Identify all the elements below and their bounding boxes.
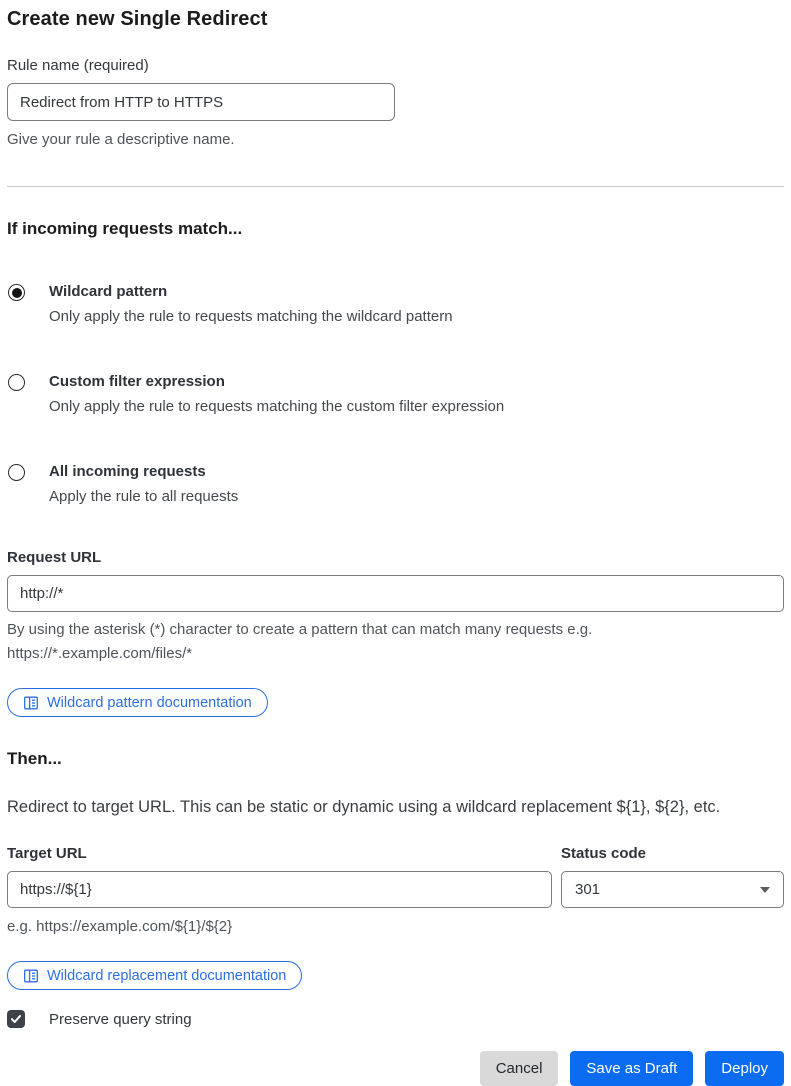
status-code-select[interactable] [561,871,784,908]
radio-icon[interactable] [8,464,25,481]
request-url-help: By using the asterisk (*) character to create a pattern that can match many requests e.g. https://*.example.com/files/* [7,621,593,662]
target-url-field-group [7,845,552,939]
match-option-description: Apply the rule to all requests [49,488,239,505]
save-as-draft-button[interactable]: Save as Draft [570,1051,693,1086]
wildcard-replacement-documentation-button[interactable] [7,961,302,990]
target-url-help: e.g. https://example.com/${1}/${2} [7,918,233,935]
status-code-label: Status code [561,845,647,862]
match-section-heading: If incoming requests match... [7,219,243,238]
doc-button-label: Wildcard pattern documentation [47,694,252,711]
request-url-field-group [7,549,784,666]
preserve-query-string-checkbox[interactable] [7,1010,784,1028]
radio-icon[interactable] [8,374,25,391]
match-options-radio-group [7,283,784,506]
deploy-button[interactable]: Deploy [705,1051,784,1086]
then-section-heading: Then... [7,749,62,768]
open-book-icon [23,695,39,711]
page-title: Create new Single Redirect [7,8,268,30]
request-url-label: Request URL [7,549,102,566]
match-option-all-incoming-requests[interactable] [7,463,784,506]
open-book-icon [23,968,39,984]
match-option-label[interactable]: All incoming requests [49,463,206,480]
cancel-button[interactable]: Cancel [480,1051,559,1086]
match-option-description: Only apply the rule to requests matching the wildcard pattern [49,308,453,325]
checkbox-icon[interactable] [7,1010,25,1028]
status-code-field-group [561,845,784,939]
rule-name-input[interactable] [7,83,395,121]
footer-actions [7,1051,784,1086]
match-option-custom-filter-expression[interactable] [7,373,784,416]
doc-button-label: Wildcard replacement documentation [47,967,287,984]
radio-icon[interactable] [8,284,25,301]
match-option-description: Only apply the rule to requests matching the custom filter expression [49,398,505,415]
preserve-query-string-label: Preserve query string [49,1010,192,1028]
match-option-label[interactable]: Custom filter expression [49,373,225,390]
chevron-down-icon [760,887,770,893]
section-divider [7,186,784,187]
target-url-input[interactable] [7,871,552,908]
target-url-and-status-row [7,845,784,939]
request-url-input[interactable] [7,575,784,612]
rule-name-help: Give your rule a descriptive name. [7,131,235,148]
then-section-description: Redirect to target URL. This can be static or dynamic using a wildcard replacement ${1}, ${2}, etc. [7,798,721,816]
rule-name-field-group [7,57,784,152]
target-url-label: Target URL [7,845,87,862]
rule-name-label: Rule name (required) [7,57,149,74]
wildcard-pattern-documentation-button[interactable] [7,688,268,717]
match-option-wildcard-pattern[interactable] [7,283,784,326]
match-option-label[interactable]: Wildcard pattern [49,283,168,300]
status-code-value: 301 [575,881,601,898]
